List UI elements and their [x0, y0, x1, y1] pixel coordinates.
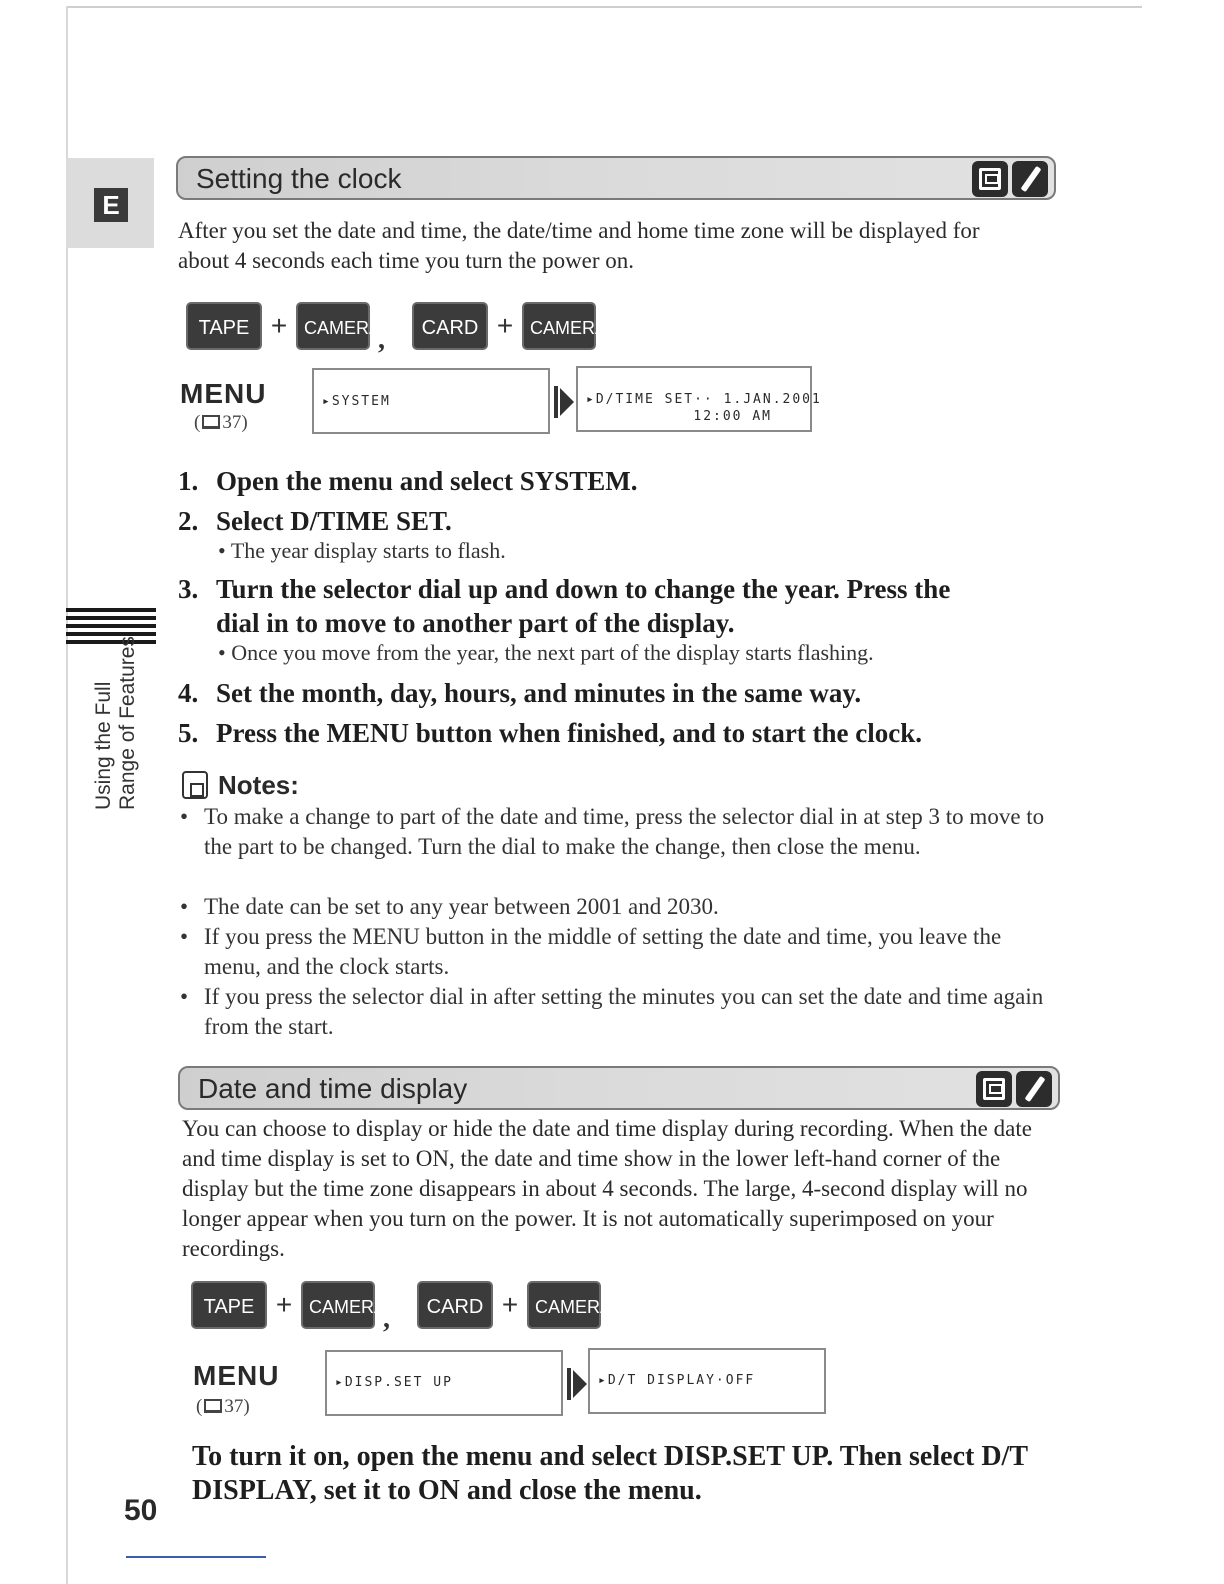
plus-sign: + [501, 1289, 519, 1320]
camera-mode-button: CAMERA [296, 302, 370, 350]
section1-intro: After you set the date and time, the date/time and home time zone will be displayed for about 4 seconds each time you turn the power on. [178, 218, 980, 273]
step-3: 3. Turn the selector dial up and down to change the year. Press the dial in to move to another part of the display. [178, 574, 951, 638]
card-mode-button: CARD [417, 1281, 493, 1329]
tape-mode-button: TAPE [186, 302, 262, 350]
section-header-setting-clock [176, 156, 1056, 200]
section-title: Date and time display [198, 1073, 468, 1104]
footer-line [126, 1556, 266, 1558]
book-icon [202, 415, 220, 429]
plus-sign: + [496, 310, 514, 341]
tape-mode-icon [976, 1071, 1012, 1107]
camera-mode-button: CAMERA [522, 302, 596, 350]
lcd-screen-system [312, 368, 550, 434]
next-arrow-icon [554, 386, 576, 418]
lcd-text: ▸D/T DISPLAY·OFF [598, 1373, 756, 1388]
mode-icons [972, 161, 1048, 197]
side-tab-text [92, 610, 140, 810]
lcd-text: ▸SYSTEM [322, 394, 391, 409]
plus-sign: + [275, 1289, 293, 1320]
step-2-bullet: • The year display starts to flash. [218, 538, 506, 563]
comma: , [383, 1303, 390, 1334]
camera-mode-button: CAMERA [527, 1281, 601, 1329]
book-icon [204, 1399, 222, 1413]
menu-page-ref: ( 37) [194, 412, 248, 433]
comma: , [378, 324, 385, 355]
side-tab-line1: Using the Full [92, 681, 115, 810]
menu-label: MENU [193, 1360, 280, 1391]
note-2: • The date can be set to any year between 2001 and 2030. [180, 894, 719, 919]
mode-button-row-1 [186, 302, 608, 356]
lcd-text-line1: ▸D/TIME SET·· 1.JAN.2001 [586, 392, 822, 407]
step-3-bullet: • Once you move from the year, the next part of the display starts flashing. [218, 640, 874, 665]
notes-heading: Notes: [182, 770, 299, 801]
tape-mode-button: TAPE [191, 1281, 267, 1329]
mode-icons [976, 1071, 1052, 1107]
lcd-screen-disp-setup [325, 1350, 563, 1416]
note-3: • If you press the MENU button in the middle of setting the date and time, you leave the menu, and the clock starts. [180, 924, 1002, 979]
card-mode-button: CARD [412, 302, 488, 350]
page-number: 50 [124, 1494, 158, 1527]
side-tab-line2: Range of Features [116, 636, 139, 810]
step-2: 2. Select D/TIME SET. [178, 506, 452, 536]
tape-mode-icon [972, 161, 1008, 197]
language-badge: E [94, 188, 128, 222]
lcd-text: ▸DISP.SET UP [335, 1375, 453, 1390]
plus-sign: + [270, 310, 288, 341]
lcd-text-line2: 12:00 AM [693, 409, 772, 424]
lcd-screen-dt-display [588, 1348, 826, 1414]
note-1: • To make a change to part of the date and time, press the selector dial in at step 3 to move to the part to be changed. Turn the dial to make the change, then close the menu. [180, 804, 1045, 859]
section2-intro: You can choose to display or hide the date and time display during recording. When the date and time display is set to ON, the date and time show in the lower left-hand corner of the display but the time zone disappears in about 4 seconds. The large, 4-second display will no longer appear when you turn on the power. It is not automatically superimposed on your recordings. [182, 1116, 1032, 1261]
section-header-date-time-display [178, 1066, 1060, 1110]
note-4: • If you press the selector dial in after setting the minutes you can set the date and time again from the start. [180, 984, 1044, 1039]
step-1: 1. Open the menu and select SYSTEM. [178, 466, 638, 496]
notes-icon [182, 771, 208, 799]
step-5: 5. Press the MENU button when finished, and to start the clock. [178, 718, 923, 748]
camera-mode-button: CAMERA [301, 1281, 375, 1329]
lcd-screen-dtime [576, 366, 822, 432]
next-arrow-icon [567, 1368, 589, 1400]
section-title: Setting the clock [196, 163, 402, 194]
card-mode-icon [1012, 161, 1048, 197]
menu-label: MENU [180, 378, 267, 409]
final-instruction: To turn it on, open the menu and select DISP.SET UP. Then select D/T DISPLAY, set it to ON and close the menu. [192, 1441, 1028, 1506]
step-4: 4. Set the month, day, hours, and minutes in the same way. [178, 678, 862, 708]
menu-page-ref: ( 37) [196, 1396, 250, 1417]
scan-edge-top [66, 6, 1142, 8]
mode-button-row-2 [191, 1281, 613, 1335]
card-mode-icon [1016, 1071, 1052, 1107]
